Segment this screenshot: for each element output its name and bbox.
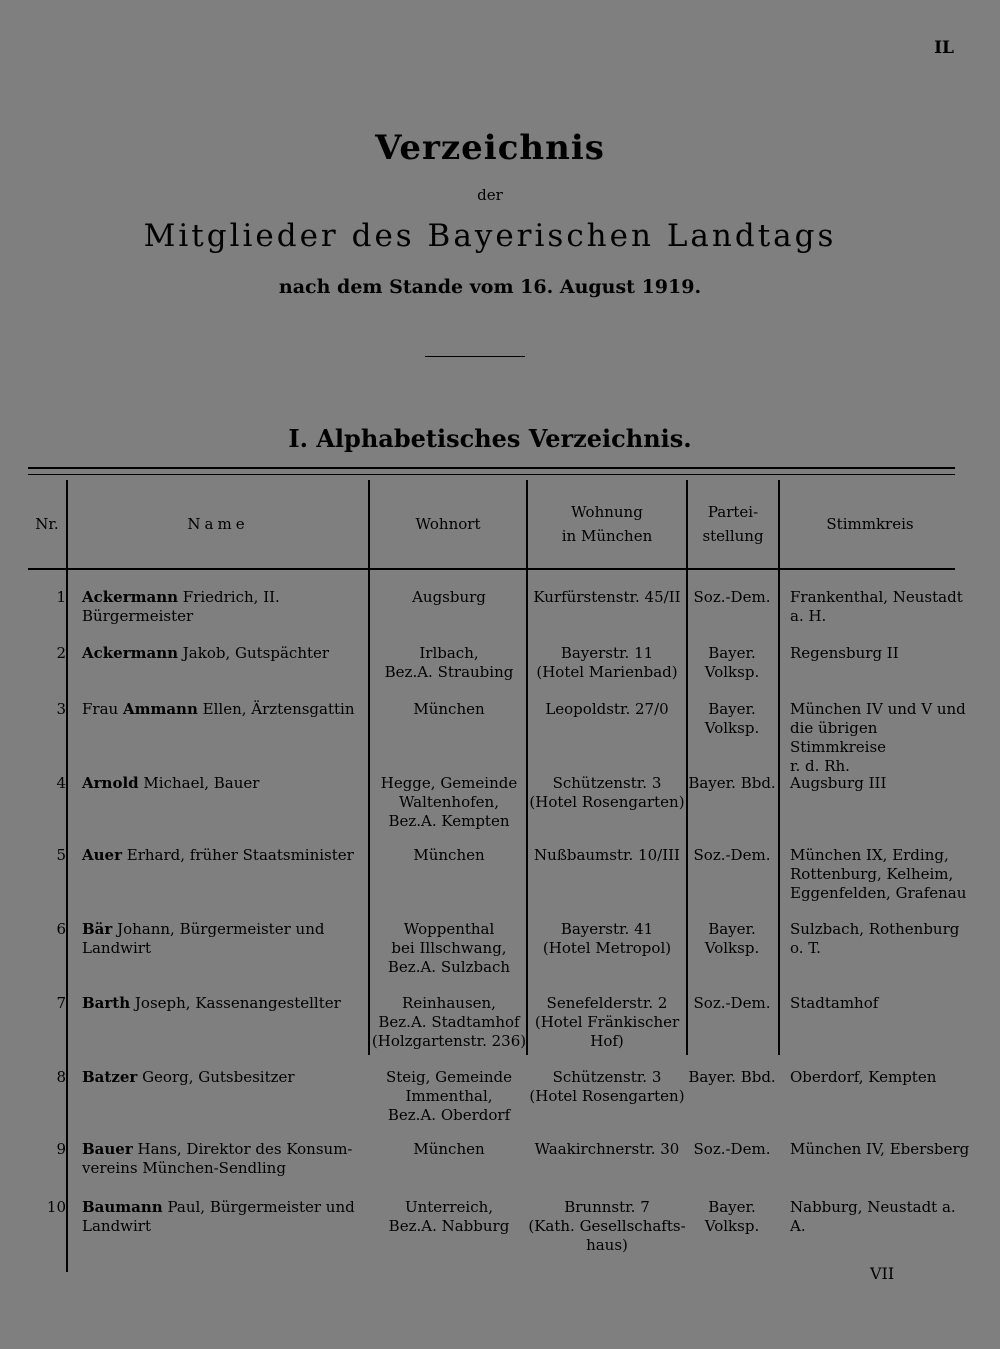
cell-wohnung: Leopoldstr. 27/0 — [545, 700, 669, 718]
cell-nr: 5 — [56, 846, 66, 864]
cell-stimmkreis: Regensburg II — [790, 644, 899, 662]
cell-partei: Bayer. Volksp. — [704, 920, 760, 957]
header-partei-line1: Partei- — [707, 503, 759, 521]
cell-wohnung: Bayerstr. 41 (Hotel Metropol) — [542, 920, 672, 957]
page-number: IL — [934, 38, 954, 58]
cell-name: Arnold Michael, Bauer — [82, 774, 260, 792]
member-surname: Ammann — [122, 700, 198, 718]
cell-nr: 6 — [56, 920, 66, 938]
member-surname: Ackermann — [82, 588, 179, 606]
cell-partei: Bayer. Volksp. — [704, 700, 760, 737]
cell-wohnung: Waakirchnerstr. 30 — [534, 1140, 680, 1158]
cell-wohnort: Reinhausen, Bez.A. Stadtamhof (Holzgartenstr. 236) — [371, 994, 527, 1050]
member-surname: Auer — [82, 846, 122, 864]
cell-wohnort: Woppenthal bei Illschwang, Bez.A. Sulzbach — [387, 920, 511, 976]
cell-nr: 10 — [46, 1198, 66, 1216]
cell-name: Auer Erhard, früher Staatsminister — [82, 846, 354, 864]
cell-wohnort: Irlbach, Bez.A. Straubing — [384, 644, 514, 681]
header-wohnung — [528, 480, 686, 568]
cell-wohnung: Bayerstr. 11 (Hotel Marienbad) — [536, 644, 678, 681]
cell-stimmkreis: München IX, Erding, Rottenburg, Kelheim, Eggenfelden, Grafenau — [790, 846, 967, 902]
cell-nr: 7 — [56, 994, 66, 1012]
cell-wohnung: Schützenstr. 3 (Hotel Rosengarten) — [529, 774, 685, 811]
table-top-rule — [28, 467, 955, 469]
cell-wohnort: München — [413, 846, 485, 864]
cell-wohnung: Schützenstr. 3 (Hotel Rosengarten) — [529, 1068, 685, 1105]
cell-stimmkreis: Nabburg, Neustadt a. A. — [790, 1198, 956, 1235]
header-wohnort: Wohnort — [415, 515, 481, 533]
member-surname: Barth — [82, 994, 131, 1012]
cell-name: Ackermann Friedrich, II. Bürgermeister — [82, 588, 280, 625]
date-line: nach dem Stande vom 16. August 1919. — [278, 276, 702, 298]
section-title: I. Alphabetisches Verzeichnis. — [288, 424, 692, 453]
header-wohnung-line2: in München — [561, 527, 653, 545]
cell-wohnort: Unterreich, Bez.A. Nabburg — [388, 1198, 510, 1235]
cell-name: Batzer Georg, Gutsbesitzer — [82, 1068, 295, 1086]
header-partei-line2: stellung — [702, 527, 764, 545]
cell-stimmkreis: Oberdorf, Kempten — [790, 1068, 937, 1086]
cell-wohnort: Augsburg — [412, 588, 486, 606]
cell-nr: 8 — [56, 1068, 66, 1086]
cell-partei: Bayer. Volksp. — [704, 1198, 760, 1235]
cell-nr: 1 — [56, 588, 66, 606]
member-surname: Bär — [82, 920, 113, 938]
cell-wohnort: München — [413, 700, 485, 718]
header-wohnung-line1: Wohnung — [571, 503, 643, 521]
cell-name: Bär Johann, Bürgermeister und Landwirt — [82, 920, 325, 957]
table-top-rule-thin — [28, 474, 955, 475]
header-nr: Nr. — [35, 515, 59, 533]
cell-partei: Bayer. Bbd. — [688, 1068, 776, 1086]
cell-wohnung: Brunnstr. 7 (Kath. Gesellschafts- haus) — [528, 1198, 686, 1254]
member-surname: Batzer — [82, 1068, 138, 1086]
cell-stimmkreis: Sulzbach, Rothenburg o. T. — [790, 920, 960, 957]
table-header-rule — [28, 568, 955, 570]
cell-partei: Bayer. Volksp. — [704, 644, 760, 681]
member-surname: Arnold — [82, 774, 139, 792]
cell-wohnort: Steig, Gemeinde Immenthal, Bez.A. Oberdorf — [385, 1068, 512, 1124]
cell-partei: Soz.-Dem. — [693, 846, 771, 864]
cell-stimmkreis: Augsburg III — [790, 774, 887, 792]
column-divider — [66, 480, 68, 1272]
cell-name: Ackermann Jakob, Gutspächter — [82, 644, 330, 662]
cell-name: Frau Ammann Ellen, Ärztensgattin — [82, 700, 355, 718]
member-surname: Baumann — [82, 1198, 163, 1216]
cell-stimmkreis: Frankenthal, Neustadt a. H. — [790, 588, 963, 625]
cell-partei: Bayer. Bbd. — [688, 774, 776, 792]
cell-wohnort: Hegge, Gemeinde Waltenhofen, Bez.A. Kempten — [380, 774, 518, 830]
cell-partei: Soz.-Dem. — [693, 994, 771, 1012]
cell-partei: Soz.-Dem. — [693, 588, 771, 606]
footer-page-number: VII — [870, 1264, 895, 1283]
member-surname: Bauer — [82, 1140, 133, 1158]
title-connector: der — [477, 186, 503, 204]
cell-partei: Soz.-Dem. — [693, 1140, 771, 1158]
cell-wohnort: München — [413, 1140, 485, 1158]
cell-nr: 9 — [56, 1140, 66, 1158]
cell-name: Bauer Hans, Direktor des Konsum- vereins München-Sendling — [82, 1140, 353, 1177]
title-divider — [425, 356, 525, 357]
cell-stimmkreis: München IV und V und die übrigen Stimmkreise r. d. Rh. — [790, 700, 966, 775]
cell-wohnung: Senefelderstr. 2 (Hotel Fränkischer Hof) — [534, 994, 680, 1050]
cell-wohnung: Kurfürstenstr. 45/II — [533, 588, 681, 606]
cell-stimmkreis: Stadtamhof — [790, 994, 879, 1012]
cell-wohnung: Nußbaumstr. 10/III — [534, 846, 680, 864]
header-stimmkreis: Stimmkreis — [826, 515, 914, 533]
cell-stimmkreis: München IV, Ebersberg — [790, 1140, 970, 1158]
cell-nr: 4 — [56, 774, 66, 792]
header-partei — [688, 480, 778, 568]
member-surname: Ackermann — [82, 644, 179, 662]
header-name: Name — [187, 515, 249, 533]
cell-nr: 2 — [56, 644, 66, 662]
page-title: Verzeichnis — [375, 128, 605, 168]
cell-name: Barth Joseph, Kassenangestellter — [82, 994, 341, 1012]
page-subtitle: Mitglieder des Bayerischen Landtags — [143, 218, 837, 254]
cell-name: Baumann Paul, Bürgermeister und Landwirt — [82, 1198, 355, 1235]
cell-nr: 3 — [56, 700, 66, 718]
